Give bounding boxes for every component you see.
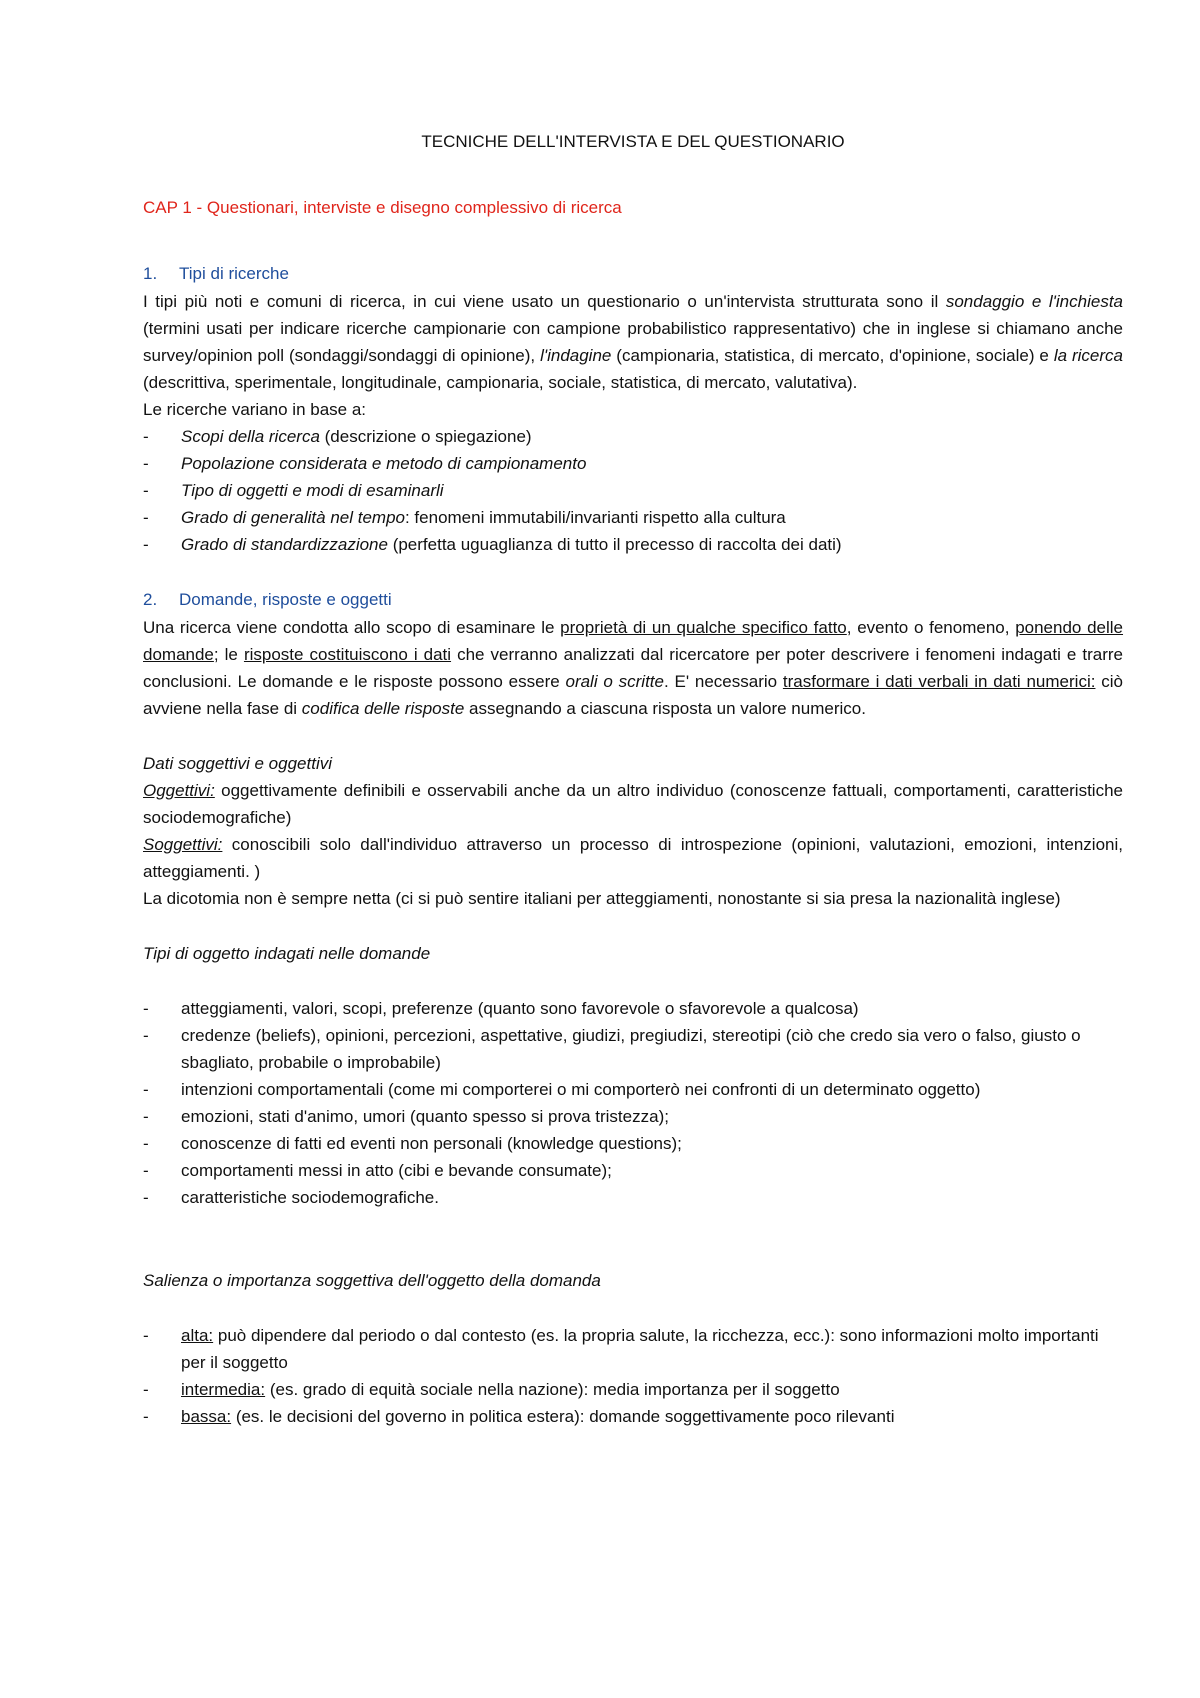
list-item: - Grado di generalità nel tempo: fenomeni immutabili/invarianti rispetto alla cultura xyxy=(143,504,1123,531)
section-heading-1: 1. Tipi di ricerche xyxy=(143,264,289,283)
section-1-paragraph: I tipi più noti e comuni di ricerca, in cui viene usato un questionario o un'intervista strutturata sono il sondaggio e l'inchiesta (termini usati per indicare ricerche campionarie con campione probabilistico rappresentativo) che in inglese si chiamano anche survey/opinion poll (sondaggi/sondaggi di opinione), l'indagine (campionaria, statistica, di mercato, d'opinione, sociale) e la ricerca (descrittiva, sperimentale, longitudinale, campionaria, sociale, statistica, di mercato, valutativa). xyxy=(143,292,1123,392)
list-item: - Tipo di oggetti e modi di esaminarli xyxy=(143,477,1123,504)
document-content xyxy=(143,128,1123,1430)
list-item: - caratteristiche sociodemografiche. xyxy=(143,1184,1123,1211)
list-item: - Popolazione considerata e metodo di campionamento xyxy=(143,450,1123,477)
list-item: - atteggiamenti, valori, scopi, preferenze (quanto sono favorevole o sfavorevole a qualcosa) xyxy=(143,995,1123,1022)
soggettivi-paragraph: Soggettivi: conoscibili solo dall'individuo attraverso un processo di introspezione (opinioni, valutazioni, emozioni, intenzioni, atteggiamenti. ) xyxy=(143,835,1123,881)
salience-list xyxy=(143,1322,1123,1430)
section-heading-2: 2. Domande, risposte e oggetti xyxy=(143,590,392,609)
subheading-dati: Dati soggettivi e oggettivi xyxy=(143,754,332,773)
list-item: - conoscenze di fatti ed eventi non personali (knowledge questions); xyxy=(143,1130,1123,1157)
list-item: - emozioni, stati d'animo, umori (quanto spesso si prova tristezza); xyxy=(143,1103,1123,1130)
list-item: - intermedia: (es. grado di equità sociale nella nazione): media importanza per il soggetto xyxy=(143,1376,1123,1403)
list-item: - bassa: (es. le decisioni del governo in politica estera): domande soggettivamente poco rilevanti xyxy=(143,1403,1123,1430)
section-2-paragraph: Una ricerca viene condotta allo scopo di esaminare le proprietà di un qualche specifico fatto, evento o fenomeno, ponendo delle domande; le risposte costituiscono i dati che verranno analizzati dal ricercatore per poter descrivere i fenomeni indagati e trarre conclusioni. Le domande e le risposte possono essere orali o scritte. E' necessario trasformare i dati verbali in dati numerici: ciò avviene nella fase di codifica delle risposte assegnando a ciascuna risposta un valore numerico. xyxy=(143,618,1124,718)
list-item: - Scopi della ricerca (descrizione o spiegazione) xyxy=(143,423,1123,450)
list-item: - intenzioni comportamentali (come mi comporterei o mi comporterò nei confronti di un determinato oggetto) xyxy=(143,1076,1123,1103)
chapter-heading: CAP 1 - Questionari, interviste e disegno complessivo di ricerca xyxy=(143,198,622,217)
oggettivi-paragraph: Oggettivi: oggettivamente definibili e osservabili anche da un altro individuo (conoscenze fattuali, comportamenti, caratteristiche sociodemografiche) xyxy=(143,781,1123,827)
object-types-list xyxy=(143,995,1123,1211)
list-item: - credenze (beliefs), opinioni, percezioni, aspettative, giudizi, pregiudizi, stereotipi (ciò che credo sia vero o falso, giusto o sbagliato, probabile o improbabile) xyxy=(143,1022,1123,1076)
dicotomia-paragraph: La dicotomia non è sempre netta (ci si può sentire italiani per atteggiamenti, nonostante si sia presa la nazionalità inglese) xyxy=(143,889,1061,908)
subheading-tipi: Tipi di oggetto indagati nelle domande xyxy=(143,944,431,963)
subheading-salienza: Salienza o importanza soggettiva dell'oggetto della domanda xyxy=(143,1271,601,1290)
list-item: - comportamenti messi in atto (cibi e bevande consumate); xyxy=(143,1157,1123,1184)
section-1-intro-list: Le ricerche variano in base a: xyxy=(143,400,367,419)
list-item: - alta: può dipendere dal periodo o dal contesto (es. la propria salute, la ricchezza, ecc.): sono informazioni molto importanti per il soggetto xyxy=(143,1322,1123,1376)
list-item: - Grado di standardizzazione (perfetta uguaglianza di tutto il precesso di raccolta dei dati) xyxy=(143,531,1123,558)
document-title: TECNICHE DELL'INTERVISTA E DEL QUESTIONARIO xyxy=(421,132,845,151)
research-variation-list xyxy=(143,423,1123,558)
